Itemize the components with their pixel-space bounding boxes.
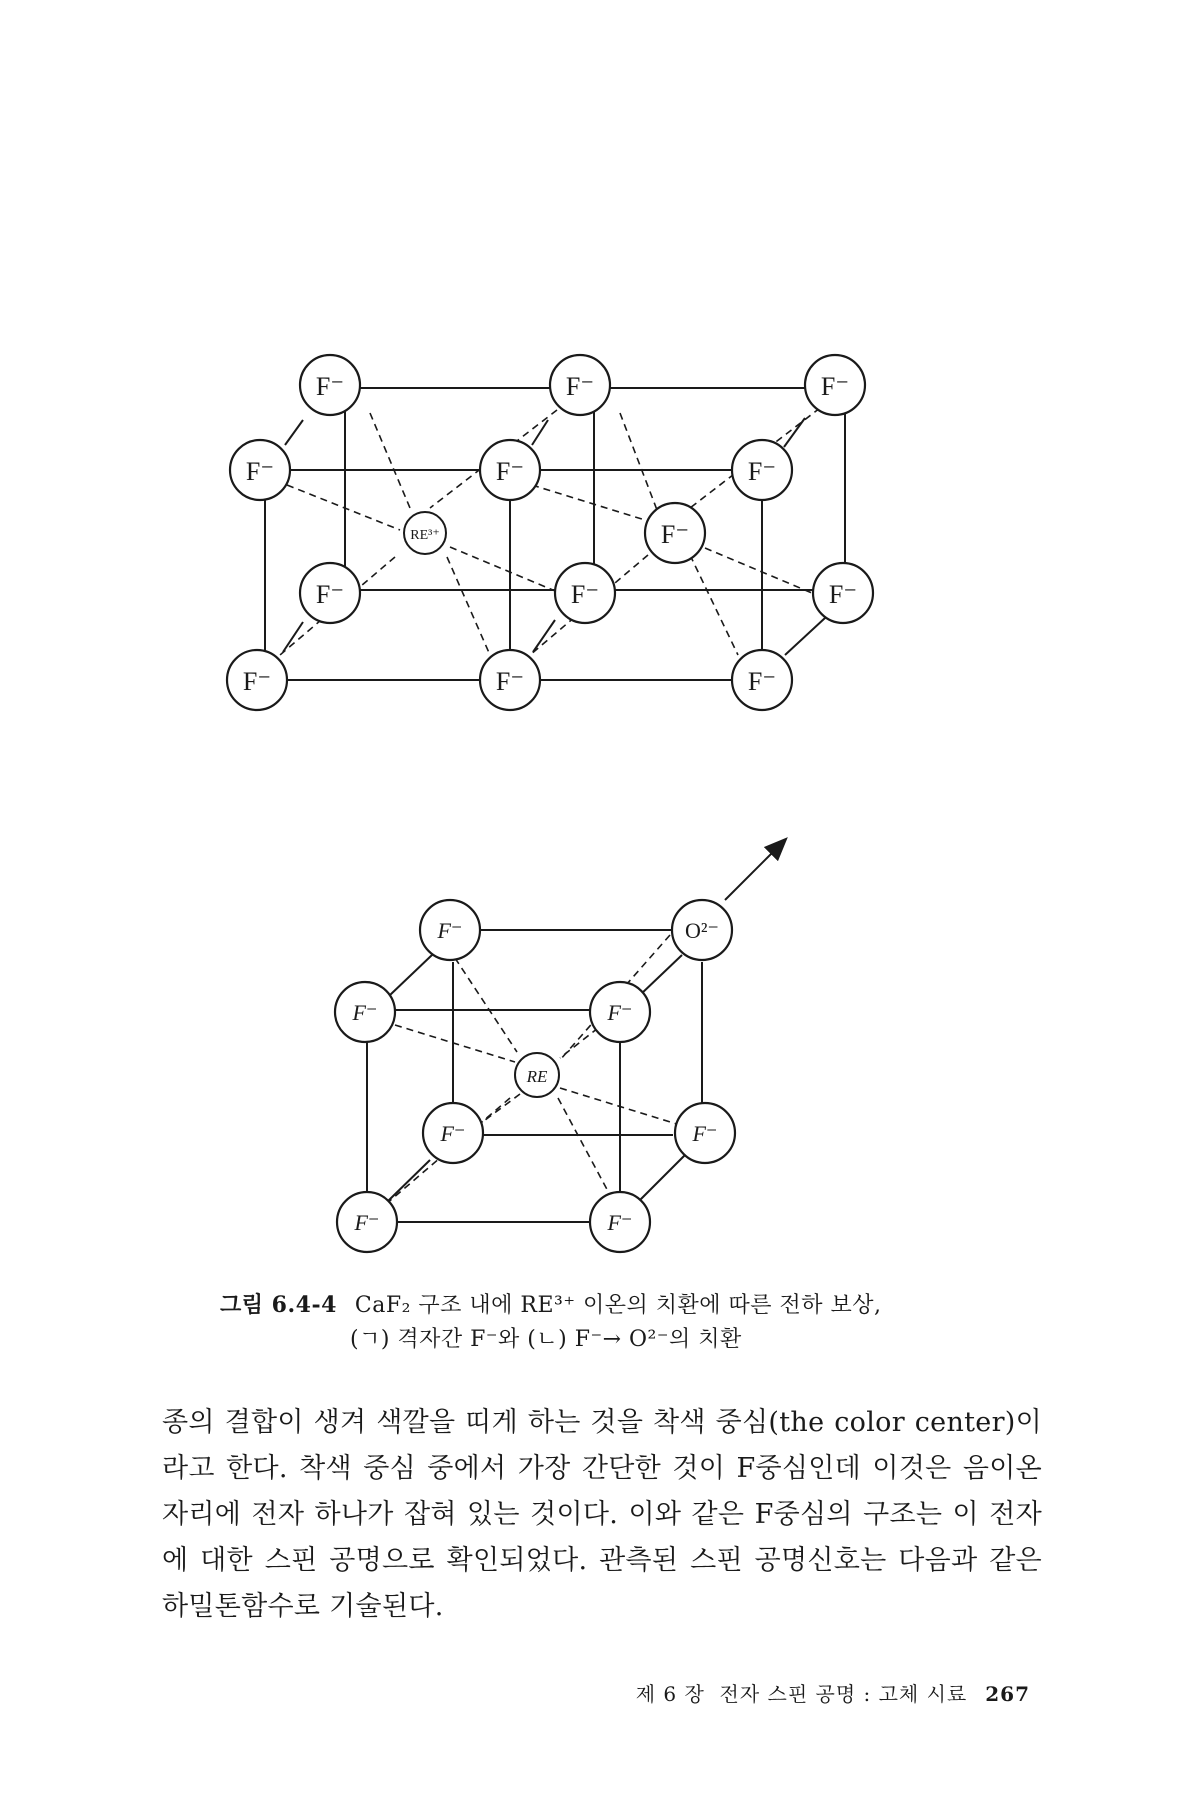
ion-f-b1 [420, 900, 480, 960]
ion-f-b7 [590, 1192, 650, 1252]
ion-label: F⁻ [565, 372, 595, 401]
ion-f-b2 [335, 982, 395, 1042]
ion-label: F⁻ [692, 1121, 718, 1146]
ion-f-a3 [805, 355, 865, 415]
ion-f-b6 [337, 1192, 397, 1252]
ion-label: F⁻ [570, 580, 600, 609]
diagram-b [367, 840, 785, 1222]
ion-f-a5 [480, 440, 540, 500]
diagram-b-ions [335, 900, 735, 1252]
caption-line-2: (ㄱ) 격자간 F⁻와 (ㄴ) F⁻→ O²⁻의 치환 [350, 1327, 742, 1352]
ion-label: F⁻ [747, 667, 777, 696]
ion-f-a7 [645, 503, 705, 563]
ion-f-a9 [555, 563, 615, 623]
ion-f-a2 [550, 355, 610, 415]
ion-f-a11 [227, 650, 287, 710]
page-number: 267 [985, 1682, 1030, 1706]
ion-label-re: RE³⁺ [410, 528, 440, 543]
ion-label: O²⁻ [684, 918, 720, 943]
body-text [162, 1400, 1042, 1630]
diagram-a [265, 388, 845, 680]
ion-label: F⁻ [440, 1121, 466, 1146]
ion-f-a6 [732, 440, 792, 500]
ion-label: F⁻ [607, 1000, 633, 1025]
ion-f-a13 [732, 650, 792, 710]
ion-f-b5 [675, 1103, 735, 1163]
running-title: 제 6 장 전자 스핀 공명 : 고체 시료 [635, 1682, 968, 1706]
caption-text-1: CaF₂ 구조 내에 RE³⁺ 이온의 치환에 따른 전하 보상, [354, 1293, 882, 1318]
ion-f-b3 [590, 982, 650, 1042]
ion-label: F⁻ [242, 667, 272, 696]
ion-f-a12 [480, 650, 540, 710]
ion-label: F⁻ [660, 520, 690, 549]
ion-f-a4 [230, 440, 290, 500]
ion-f-a10 [813, 563, 873, 623]
ion-label: F⁻ [747, 457, 777, 486]
body-paragraph: 종의 결합이 생겨 색깔을 띠게 하는 것을 착색 중심(the color center)이라고 한다. 착색 중심 중에서 가장 간단한 것이 F중심인데 이것은 음이온 자리에 전자 하나가 잡혀 있는 것이다. 이와 같은 F중심의 구조는 이 전자에 대한 스핀 공명으로 확인되었다. 관측된 스핀 공명신호는 다음과 같은 하밀톤함수로 기술된다. [162, 1407, 1042, 1622]
ion-re3-a [404, 512, 446, 554]
ion-f-a8 [300, 563, 360, 623]
ion-label-re: RE [526, 1067, 548, 1086]
ion-f-a1 [300, 355, 360, 415]
ion-label: F⁻ [315, 580, 345, 609]
page-footer [636, 1678, 1030, 1707]
ion-label: F⁻ [354, 1210, 380, 1235]
ion-label: F⁻ [352, 1000, 378, 1025]
ion-label: F⁻ [828, 580, 858, 609]
ion-label: F⁻ [495, 667, 525, 696]
diagram-a-ions [227, 355, 873, 710]
ion-label: F⁻ [245, 457, 275, 486]
ion-label: F⁻ [820, 372, 850, 401]
ion-label: F⁻ [437, 918, 463, 943]
ion-label: F⁻ [315, 372, 345, 401]
figure-number: 그림 6.4-4 [220, 1292, 337, 1318]
caption-line-1 [220, 1288, 1020, 1323]
ion-o2-b [672, 900, 732, 960]
ion-f-b4 [423, 1103, 483, 1163]
ion-re-b [515, 1053, 559, 1097]
ion-label: F⁻ [495, 457, 525, 486]
figure-caption [220, 1288, 1020, 1357]
ion-label: F⁻ [607, 1210, 633, 1235]
diagram-a-dashed [280, 408, 820, 655]
